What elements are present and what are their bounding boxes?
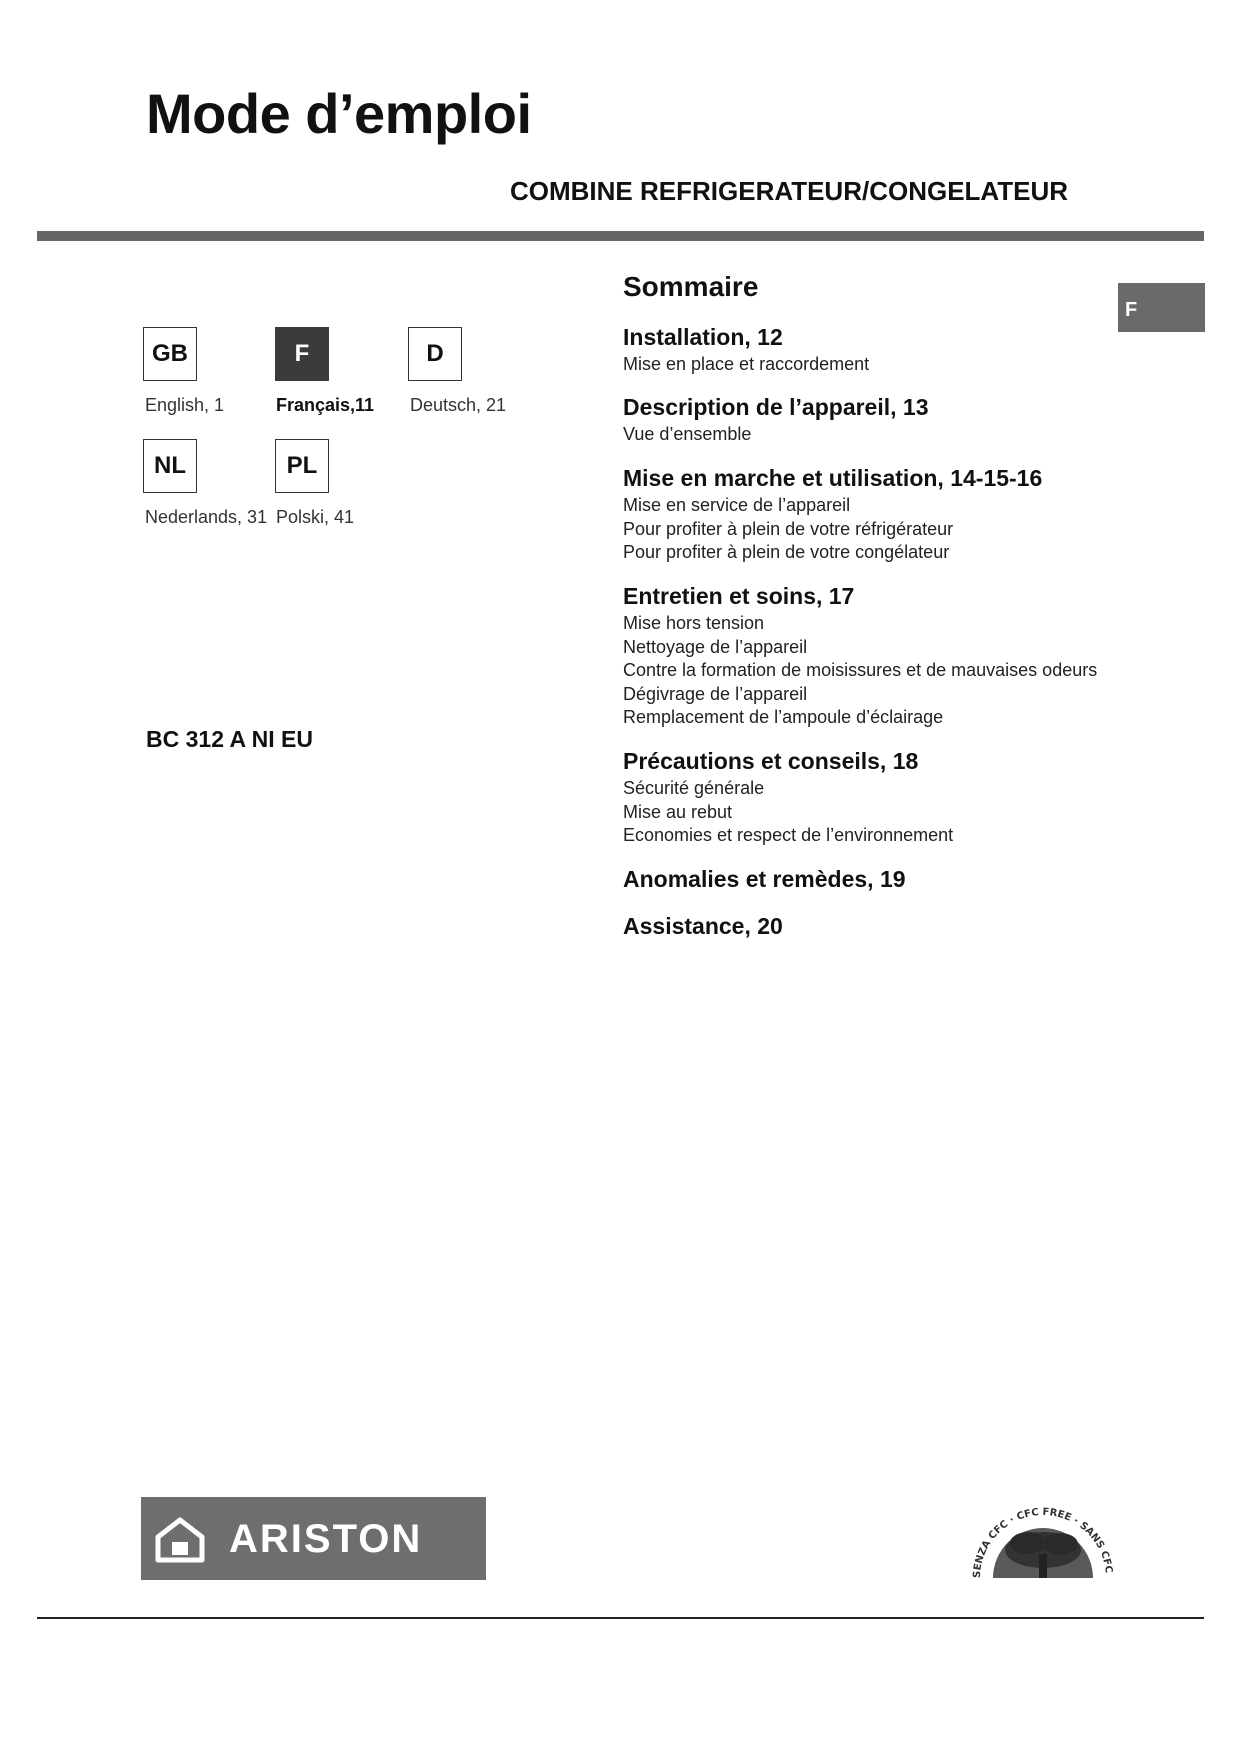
lang-label-polski[interactable]: Polski, 41 (276, 507, 355, 527)
toc-heading[interactable]: Mise en marche et utilisation, 14-15-16 (623, 465, 1043, 491)
toc-item: Contre la formation de moisissures et de mauvaises odeurs (623, 660, 1098, 680)
toc-item: Remplacement de l’ampoule d’éclairage (623, 707, 944, 727)
tree-icon (958, 1488, 1128, 1588)
toc-item: Dégivrage de l’appareil (623, 683, 808, 704)
toc-heading[interactable]: Précautions et conseils, 18 (623, 748, 919, 774)
toc-item: Mise au rebut (623, 801, 733, 822)
document-title: Mode d’emploi (146, 82, 532, 145)
toc-item: Sécurité générale (623, 778, 765, 798)
toc-section-mise-en-marche (623, 467, 1183, 565)
toc-section-entretien (623, 585, 1183, 730)
toc-heading[interactable]: Assistance, 20 (623, 913, 783, 939)
lang-label-nederlands[interactable]: Nederlands, 31 (145, 507, 268, 527)
toc-item: Nettoyage de l’appareil (623, 636, 808, 657)
ariston-logo (141, 1497, 486, 1580)
toc-item: Pour profiter à plein de votre congélateur (623, 542, 950, 562)
toc-heading[interactable]: Installation, 12 (623, 324, 783, 350)
lang-label-english[interactable]: English, 1 (145, 395, 225, 415)
footer-divider (37, 1617, 1204, 1619)
cfc-badge-text: SENZA CFC · CFC FREE · SANS CFC (971, 1506, 1114, 1579)
toc-section-anomalies (623, 868, 1183, 895)
lang-box-gb[interactable]: GB (143, 327, 197, 381)
language-tab-f: F (1118, 283, 1205, 332)
toc-item: Mise hors tension (623, 613, 765, 633)
toc-section-description (623, 396, 1183, 447)
lang-box-pl[interactable]: PL (275, 439, 329, 493)
toc-heading[interactable]: Description de l’appareil, 13 (623, 394, 929, 420)
toc-item: Economies et respect de l’environnement (623, 825, 954, 845)
header-divider (37, 231, 1204, 241)
brand-name: ARISTON (229, 1517, 423, 1561)
toc-item: Pour profiter à plein de votre réfrigérateur (623, 518, 954, 539)
lang-box-d[interactable]: D (408, 327, 462, 381)
lang-label-francais[interactable]: Français,11 (276, 395, 375, 415)
lang-label-deutsch[interactable]: Deutsch, 21 (410, 395, 507, 415)
toc-item: Mise en service de l’appareil (623, 495, 851, 515)
toc-section-precautions (623, 750, 1183, 848)
toc-heading[interactable]: Anomalies et remèdes, 19 (623, 866, 906, 892)
toc-item: Mise en place et raccordement (623, 354, 870, 374)
lang-box-nl[interactable]: NL (143, 439, 197, 493)
toc-section-installation (623, 326, 1183, 377)
house-icon (155, 1517, 205, 1563)
lang-box-f[interactable]: F (275, 327, 329, 381)
document-subtitle: COMBINE REFRIGERATEUR/CONGELATEUR (510, 176, 1069, 206)
toc-item: Vue d’ensemble (623, 424, 752, 444)
cfc-free-badge (958, 1488, 1128, 1593)
model-number: BC 312 A NI EU (146, 726, 314, 752)
toc-section-assistance (623, 915, 1183, 942)
toc-heading[interactable]: Entretien et soins, 17 (623, 583, 855, 609)
toc-title: Sommaire (623, 271, 759, 302)
